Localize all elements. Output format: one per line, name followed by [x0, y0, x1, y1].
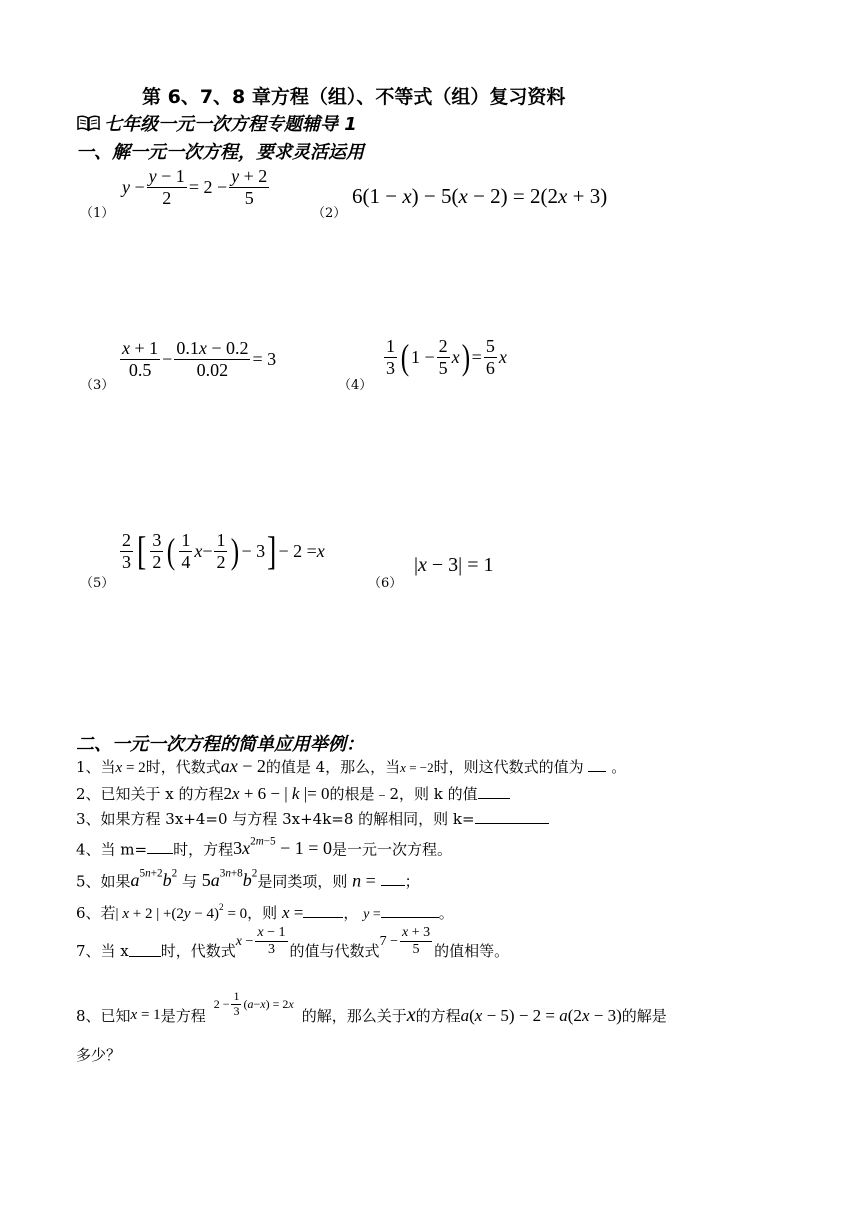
problem-3-equation: $\frac{x + 1}{0.5}$ − $\frac{0.1x - 0.2}{0.02}$ = 3 [122, 338, 277, 380]
page-title: 第 6、7、8 章方程（组）、不等式（组）复习资料 [142, 86, 566, 108]
answer-blank-6x[interactable] [303, 917, 343, 918]
answer-blank-5[interactable] [381, 885, 405, 886]
problem-2-label: （2） [312, 206, 347, 221]
problem-1-equation: y − $\frac{y - 1}{2}$ = 2 − $\frac{y + 2}{5}$ [122, 166, 268, 208]
answer-blank-2[interactable] [478, 798, 510, 799]
question-2: 2、已知关于 x 的方程2x + 6 − | k |= 0的根是﹣2，则 k 的值 [76, 783, 510, 804]
question-5: 5、如果$a^{5n+2}b^2$ 与 $5a^{3n+8}b^2$是同类项，则 n = ； [76, 868, 420, 891]
problem-6-equation: |x − 3| = 1 [414, 554, 494, 576]
question-1: 1、当x = 2时，代数式ax − 2的值是 4，那么，当x = −2时，则这代数式的值为 。 [76, 756, 627, 776]
answer-blank-3[interactable] [475, 823, 549, 824]
problem-4-label: （4） [338, 378, 373, 393]
problem-1-label: （1） [80, 206, 115, 221]
section1-heading: 一、解一元一次方程，要求灵活运用 [76, 142, 364, 163]
problem-5-equation: $\frac{2}{3}$ [ $\frac{3}{2}$ ( $\frac{1}{4}$ x − $\frac{1}{2}$ ) − 3 ] − 2 = x [122, 528, 325, 574]
problem-3-label: （3） [80, 378, 115, 393]
question-8: 8、已知 x = 1 是方程 2 − $\frac{1}{3}$ ( a − x ) = 2 x 的解，那么关于 x 的方程 a(x − 5) − 2 = a(2x − 3) 的解是 [76, 989, 667, 1026]
book-icon [76, 114, 102, 132]
question-6: 6、若| x + 2 | $+(2y - 4)^2 = 0$，则 x = ， y = 。 [76, 903, 454, 922]
problem-5-label: （5） [80, 576, 115, 591]
answer-blank-1[interactable] [588, 771, 606, 772]
answer-blank-6y[interactable] [381, 917, 439, 918]
subtitle: 七年级一元一次方程专题辅导 1 [104, 114, 357, 135]
answer-blank-4[interactable] [147, 853, 173, 854]
answer-blank-7[interactable] [129, 956, 161, 957]
problem-6-label: （6） [368, 576, 403, 591]
question-4: 4、当 m= 时，方程$3x^{2m-5} - 1 = 0$是一元一次方程。 [76, 836, 452, 859]
problem-2-equation: 6(1 − x) − 5(x − 2) = 2(2x + 3) [352, 184, 608, 208]
subtitle-row [76, 110, 357, 136]
question-3: 3、如果方程 3x+4=0 与方程 3x+4k=8 的解相同，则 k= [76, 808, 549, 829]
question-7: 7、当 x 时，代数式 x − $\frac{x - 1}{3}$ 的值与代数式 7 − $\frac{x + 3}{5}$ 的值相等。 [76, 924, 510, 960]
question-8-continued: 多少？ [76, 1046, 122, 1064]
section2-heading: 二、一元一次方程的简单应用举例： [76, 734, 364, 755]
problem-4-equation: $\frac{1}{3}$ ( 1 − $\frac{2}{5}$ x ) = $\frac{5}{6}$ x [386, 336, 507, 378]
